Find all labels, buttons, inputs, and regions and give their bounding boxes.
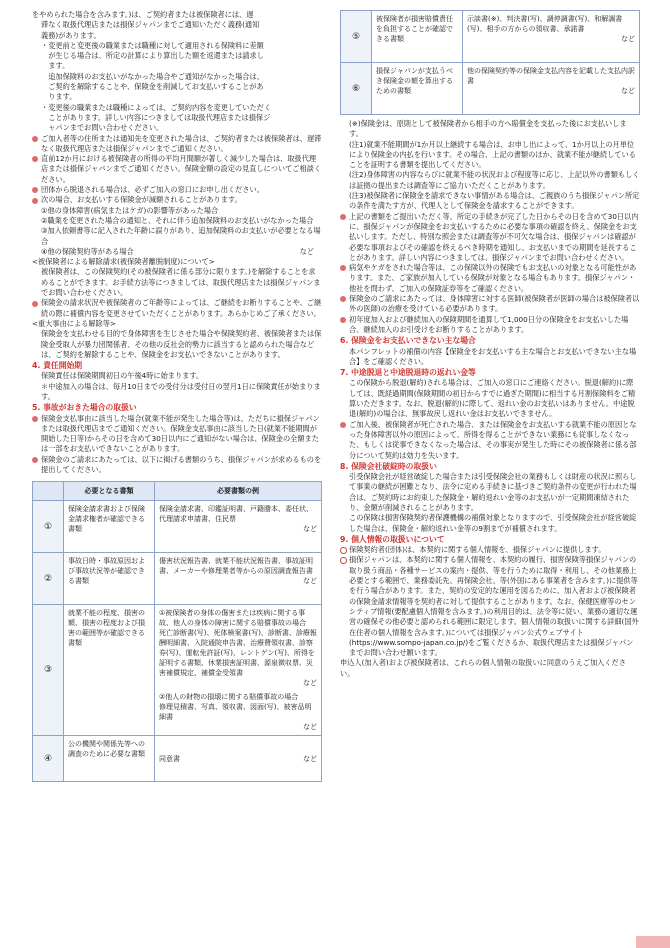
section-8-text: 引受保険会社が経営破綻した場合または引受保険会社の業務もしくは財産の状況に照らして事業の継続が困難となり、法令に定める手続きに基づきご契約条件の変更が行われた場合は、ご契約時にお約束した保険金・解約返れい金等のお支払いが一定期間凍結されたり、金額が削減されることがあります。 <box>349 472 637 512</box>
section-7-title: 7. 中途脱退と中途脱退時の返れい金等 <box>340 368 476 378</box>
section-4-note: ＊中途加入の場合は、毎月10日までの受付分は受付日の翌月1日に保険責任が始まります。 <box>41 381 321 401</box>
juudai-heading: <重大事由による解除等> <box>32 318 116 328</box>
documents-table-continued <box>340 10 640 115</box>
section-5-title: 5. 事故がおきた場合の取扱い <box>32 403 137 413</box>
corner-tab-decoration <box>636 936 670 948</box>
section-7-bullet: ご加入後、被保険者が死亡された場合、または保険金をお支払いする就業不能の原因となった身体障害以外の原因によって、所得を得ることができない業務にも従事しなくなった、もしくは従事できなくなった場合は、その事実が発生した時にその被保険者に係る部分について契約は効力を失います。 <box>340 420 640 461</box>
table-row: ① 保険金請求書および保険金請求権者が確認できる書類 保険金請求書、印鑑証明書、戸籍謄本、委任状、代理請求申請書、住民票 など <box>33 501 322 553</box>
section-4-text: 保険責任は保険期間初日の午後4時に始まります。 <box>41 371 204 381</box>
kaijo-text: 被保険者は、この保険契約(その被保険者に係る部分に限ります。)を解除することを求めることができます。お手続方法等につきましては、取扱代理店または損保ジャパンまでお問い合わせください。 <box>41 267 321 298</box>
section-6-text: 本パンフレットの補償の内容【保険金をお支払いする主な場合とお支払いできない主な場合】をご確認ください。 <box>349 346 637 366</box>
case-item: ④他の保険契約等がある場合 など <box>41 246 314 256</box>
left-column <box>32 10 322 782</box>
note-2: (注2)身体障害の内容ならびに就業不能の状況および程度等に応じ、上記以外の書類もしくは証拠の提出または調査等にご協力いただくことがあります。 <box>349 170 640 190</box>
section-8-title: 8. 保険会社破綻時の取扱い <box>340 461 437 471</box>
sub-point: 追加保険料のお支払いがなかった場合やご通知がなかった場合は、 <box>41 71 264 81</box>
bullet-doctor: 保険金のご請求にあたっては、身体障害に対する医師(被保険者が医師の場合は被保険者以外の医師)の治療を受けている必要があります。 <box>340 294 640 315</box>
intro-line: 義務)があります。 <box>41 30 101 40</box>
kaijo-heading: <被保険者による解除請求(被保険者離脱制度)について> <box>32 257 215 267</box>
table-header-documents: 必要となる書類 <box>64 482 155 501</box>
table-row: ⑥ 損保ジャパンが支払うべき保険金の額を算出するための書類 他の保険契約等の保険金支払内容を記載した支払内訳書 など <box>341 63 640 115</box>
section-5-bullet: 保険金のご請求にあたっては、以下に掲げる書類のうち、損保ジャパンが求めるものを提出してください。 <box>32 455 322 476</box>
section-7-text: この保険から脱退(解約)される場合は、ご加入の窓口にご連絡ください。脱退(解約)に際しては、既経過期間(保険期間の初日からすでに過ぎた期間)に相当する月割保険料をご精算いただきます。なお、脱退(解約)に際して、返れい金のお支払いはありません。中途脱退(解約)の場合は、無事故戻し返れい金はお支払いできません。 <box>349 378 636 419</box>
sub-point: が生じる場合は、所定の計算により算出した額を返還または請求し <box>41 51 264 61</box>
sub-point: ・変更後の職業または職種によっては、ご契約内容を変更していただく <box>41 102 272 112</box>
case-item: ①他の身体障害(病気またはケガ)の影響等があった場合 <box>41 205 219 215</box>
documents-table-main <box>32 481 322 782</box>
section-5-bullet: 保険金支払事由に該当した場合(就業不能が発生した場合等)は、ただちに損保ジャパンまたは取扱代理店までご通知ください。保険金支払事由に該当した日(就業不能期間が開始した日等)からその日を含めて30日以内にご通知がない場合は、保険金の全額または一部をお支払いできないことがあります。 <box>32 414 322 455</box>
note-1: (注1)就業不能期間が1か月以上継続する場合は、お申し出によって、1か月以上の月単位により保険金の内払を行います。その場合、上記の書類のほか、就業不能が継続していることを証明する書類を提出してください。 <box>349 139 636 170</box>
bullet-income-decrease: 直前12か月における被保険者の所得の平均月間額が著しく減少した場合は、取扱代理店または損保ジャパンまでご通知ください。保険金額の設定の見直しについてご相談ください。 <box>32 154 322 185</box>
bullet-address-change: ご加入者等の住所または通知先を変更された場合は、ご契約者または被保険者は、遅滞なく取扱代理店または損保ジャパンまでご通知ください。 <box>32 134 322 155</box>
table-row: ③ 就業不能の程度、損害の額、損害の程度および損害の範囲等が確認できる書類 ①被保険者の身体の傷害または疾病に関する事故、他人の身体の障害に関する賠償事故の場合 死亡診断書(写)、死体検案書(写)、診断書、診療報酬明細書、入院通院申告書、治療費領収書、診察券(写)、運転免許証(写)、レントゲン(写)、所得を証明する書類、休業損害証明書、源泉徴収票、災害補償規定、補償金受領書 など ②他人の財物の損壊に関する賠償事故の場合 修理見積書、写真、領収書、図面(写)、被害品明細書 など <box>33 605 322 736</box>
section-9-bullet: 損保ジャパンは、本契約に関する個人情報を、本契約の履行、損害保険等損保ジャパンの取り扱う商品・各種サービスの案内・提供、等を行うために取得・利用し、その他業務上必要とする範囲で、業務委託先、再保険会社、等(外国にある事業者を含みます。)に提供等を行う場合があります。また、契約の安定的な運用を図るために、加入者および被保険者の保険金請求情報等を契約者に対して提供することがあります。なお、保健医療等のセンシティブ情報(要配慮個人情報を含みます。)の利用目的は、法令等に従い、業務の適切な運営の確保その他必要と認められる範囲に限定します。個人情報の取扱いに関する詳細(国外在住者の個人情報を含みます。)については損保ジャパン公式ウェブサイト(https://www.sompo-japan.co.jp/)をご覧くださるか、取扱代理店または損保ジャパンまでお問い合わせ願います。 <box>340 555 640 658</box>
note-kome: (※)保険金は、原則として被保険者から相手の方へ賠償金を支払った後にお支払いします。 <box>349 119 627 139</box>
sub-point: ご契約を解除することや、保険金を削減してお支払いすることがあ <box>41 82 264 92</box>
right-column <box>340 10 640 679</box>
bullet-other-insurance: 病気やケガをされた場合等は、この保険以外の保険でもお支払いの対象となる可能性があります。また、ご家族が加入している保険が対象となる場合もあります。損保ジャパン・他社を問わず、ご加入の保険証券等をご確認ください。 <box>340 263 640 294</box>
table-row: ② 事故日時・事故原因および事故状況等が確認できる書類 傷害状況報告書、就業不能状況報告書、事故証明書、メーカーや修理業者等からの原因調査報告書 など <box>33 553 322 605</box>
bullet-reduction: 次の場合、お支払いする保険金が減額されることがあります。 <box>32 195 322 205</box>
sub-point: ります。 <box>41 92 77 102</box>
sub-point: ことがあります。詳しい内容につきましては取扱代理店または損保ジ <box>41 112 271 122</box>
bullet-renewal: 保険金の請求状況や被保険者のご年齢等によっては、ご継続をお断りすることや、ご継続の際に補償内容を変更させていただくことがあります。あらかじめご了承ください。 <box>32 298 322 319</box>
intro-line: をやめられた場合を含みます。)は、ご契約者または被保険者には、遅 <box>32 10 254 19</box>
section-9-bullet: 保険契約者(団体)は、本契約に関する個人情報を、損保ジャパンに提供します。 <box>340 545 640 555</box>
bullet-1000-days: 初年度加入および継続加入の保険期間を通算して1,000日分の保険金をお支払いした場合、継続加入のお引受けをお断りすることがあります。 <box>340 315 640 336</box>
case-item: ③加入依頼書等に記入された年齢に誤りがあり、追加保険料のお支払いが必要となる場合 <box>41 226 321 246</box>
sub-point: ・変更前と変更後の職業または職種に対して適用される保険料に差額 <box>41 40 264 50</box>
section-9-title: 9. 個人情報の取扱いについて <box>340 534 445 544</box>
juudai-text: 保険金を支払わせる目的で身体障害を生じさせた場合や保険契約者、被保険者または保険金受取人が暴力団関係者、その他の反社会的勢力に該当すると認められた場合などは、ご契約を解除することや、保険金をお支払いできないことがあります。 <box>41 329 322 359</box>
closing-text: 申込人(加入者)および被保険者は、これらの個人情報の取扱いに同意のうえご加入ください。 <box>340 658 626 678</box>
table-row: ④ 公の機関や関係先等への調査のために必要な書類 同意書 など <box>33 736 322 782</box>
section-4-title: 4. 責任開始期 <box>32 361 83 371</box>
table-header-examples: 必要書類の例 <box>155 482 322 501</box>
case-item: ②職業を変更された場合の通知と、それに伴う追加保険料のお支払いがなかった場合 <box>41 215 314 225</box>
section-8-text: この保険は損害保険契約者保護機構の補償対象となりますので、引受保険会社が経営破綻した場合は、保険金・解約返れい金等の9割までが補償されます。 <box>349 513 637 533</box>
table-row: ⑤ 被保険者が損害賠償責任を負担することが確認できる書類 示談書(※)、判決書(写)、調停調書(写)、和解調書(写)、相手の方からの領収書、承諾書 など <box>341 11 640 63</box>
note-3: (注3)被保険者に保険金を請求できない事情がある場合は、ご親族のうち損保ジャパン所定の条件を満たす方が、代理人として保険金を請求することができます。 <box>349 191 640 211</box>
sub-point: ャパンまでお問い合わせください。 <box>41 123 164 133</box>
intro-line: 滞なく取扱代理店または損保ジャパンまでご通知いただく義務(通知 <box>41 20 260 30</box>
section-6-title: 6. 保険金をお支払いできない主な場合 <box>340 336 476 346</box>
sub-point: ます。 <box>41 61 70 71</box>
bullet-withdrawal: 団体から脱退される場合は、必ずご加入の窓口にお申し出ください。 <box>32 185 322 195</box>
bullet-payment-timing: 上記の書類をご提出いただく等、所定の手続きが完了した日からその日を含めて30日以内に、損保ジャパンが保険金をお支払いするために必要な事項の確認を終え、保険金をお支払いします。ただし、特別な照会または調査等が不可欠な場合は、損保ジャパンは確認が必要な事項およびその確認を終えるべき時期を通知し、お支払いまでの期間を延長することがあります。詳しい内容につきましては、損保ジャパンまでお問い合わせください。 <box>340 212 640 263</box>
